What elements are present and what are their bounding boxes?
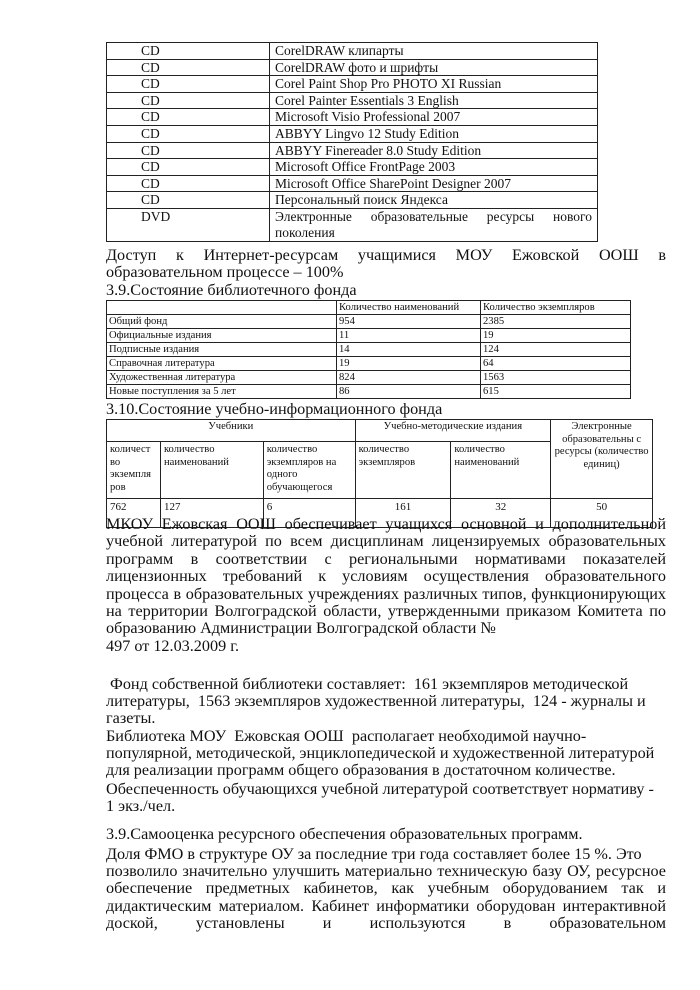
- table-row: [107, 371, 631, 385]
- media-cell: CD: [107, 159, 270, 176]
- internet-access-line2: образовательном процессе – 100%: [106, 263, 344, 281]
- media-cell: CD: [107, 109, 270, 126]
- media-cell: CD: [107, 125, 270, 142]
- titles-count-cell: 11: [337, 329, 481, 343]
- category-cell: Подписные издания: [107, 343, 337, 357]
- copies-count-cell: 615: [481, 385, 631, 399]
- media-cell: CD: [107, 59, 270, 76]
- paragraph-line: Доля ФМО в структуре ОУ за последние три года составляет более 15 %. Это: [106, 845, 642, 863]
- media-cell: CD: [107, 76, 270, 93]
- paragraph-line: газеты.: [106, 709, 156, 728]
- header-cell: Количество наименований: [337, 301, 481, 315]
- table-group-header-row: [107, 420, 653, 442]
- paragraph-supply: [106, 781, 666, 815]
- copies-count-cell: 19: [481, 329, 631, 343]
- media-cell: CD: [107, 92, 270, 109]
- table-row: [107, 357, 631, 371]
- table-row: [107, 208, 598, 241]
- title-cell: CorelDRAW клипарты: [270, 43, 598, 60]
- self-assessment-heading: 3.9.Самооценка ресурсного обеспечения образовательных программ.: [106, 825, 583, 843]
- table-row: [107, 175, 598, 192]
- table-row: [107, 109, 598, 126]
- group-header-textbooks: Учебники: [107, 420, 356, 442]
- table-row: [107, 142, 598, 159]
- table-row: [107, 329, 631, 343]
- media-cell: CD: [107, 43, 270, 60]
- sub-header-cell: количество наименований: [160, 442, 263, 499]
- sub-header-cell: количество экземпляров: [355, 442, 451, 499]
- study-fund-table: [106, 419, 653, 528]
- paragraph-line: Библиотека МОУ Ежовская ООШ располагает необходимой научно-: [106, 727, 587, 745]
- paragraph-fmo: [106, 846, 666, 932]
- value-cell: 161: [355, 499, 451, 528]
- title-line: поколения: [275, 224, 335, 240]
- sub-header-cell: количество экземпляров на одного обучающегося: [263, 442, 355, 499]
- title-line: Электронные образовательные ресурсы нового: [275, 208, 592, 224]
- paragraph-library-resources: [106, 728, 666, 780]
- media-cell: CD: [107, 175, 270, 192]
- sub-header-cell: количество наименований: [451, 442, 551, 499]
- table-row: [107, 59, 598, 76]
- software-table: [106, 42, 598, 242]
- paragraph-line: Обеспеченность обучающихся учебной литературой соответствует нормативу -: [106, 780, 654, 798]
- table-row: [107, 92, 598, 109]
- media-cell: CD: [107, 142, 270, 159]
- titles-count-cell: 14: [337, 343, 481, 357]
- title-cell: Microsoft Office FrontPage 2003: [270, 159, 598, 176]
- paragraph-line: 1 экз./чел.: [106, 797, 176, 816]
- category-cell: Официальные издания: [107, 329, 337, 343]
- table-row: [107, 125, 598, 142]
- paragraph-line: литературы, 1563 экземпляров художественной литературы, 124 - журналы и: [106, 692, 646, 711]
- sub-header-cell: количест во экземпля ров: [107, 442, 161, 499]
- table-row: [107, 43, 598, 60]
- paragraph-text: МКОУ Ежовская ООШ обеспечивает учащихся основной и дополнительной учебной литературой по всем дисциплинам лицензируемых образовательных программ в соответствии с региональными нормативами показателей лицензионных требований к условиям осуществления образовательного процесса в образовательных учреждениях различных типов, функционирующих на территории Волгоградской области, утвержденными приказом Комитета по образованию Администрации Волгоградской области №: [106, 515, 666, 638]
- group-header-methodical: Учебно-методические издания: [355, 420, 551, 442]
- header-cell: [107, 301, 337, 315]
- copies-count-cell: 124: [481, 343, 631, 357]
- title-cell: CorelDRAW фото и шрифты: [270, 59, 598, 76]
- title-cell: Corel Paint Shop Pro PHOTO XI Russian: [270, 76, 598, 93]
- value-cell: 6: [263, 499, 355, 528]
- title-cell: [270, 208, 598, 241]
- media-cell: DVD: [107, 208, 270, 241]
- library-heading: 3.9.Состояние библиотечного фонда: [106, 281, 357, 299]
- media-cell: CD: [107, 192, 270, 209]
- table-row: [107, 385, 631, 399]
- title-cell: Microsoft Visio Professional 2007: [270, 109, 598, 126]
- title-cell: Персональный поиск Яндекса: [270, 192, 598, 209]
- category-cell: Новые поступления за 5 лет: [107, 385, 337, 399]
- paragraph-library-fund: [106, 676, 666, 728]
- group-header-electronic: Электронные образовательны с ресурсы (количество единиц): [551, 420, 653, 499]
- copies-count-cell: 1563: [481, 371, 631, 385]
- titles-count-cell: 19: [337, 357, 481, 371]
- titles-count-cell: 86: [337, 385, 481, 399]
- paragraph-line: для реализации программ общего образования в достаточном количестве.: [106, 761, 616, 780]
- paragraph-line: популярной, методической, энциклопедической и художественной литературой: [106, 744, 655, 763]
- internet-access-line1: Доступ к Интернет-ресурсам учащимися МОУ Ежовской ООШ в: [106, 246, 666, 264]
- table-row: [107, 159, 598, 176]
- table-row: [107, 315, 631, 329]
- category-cell: Справочная литература: [107, 357, 337, 371]
- title-cell: ABBYY Finereader 8.0 Study Edition: [270, 142, 598, 159]
- category-cell: Художественная литература: [107, 371, 337, 385]
- title-cell: ABBYY Lingvo 12 Study Edition: [270, 125, 598, 142]
- table-header-row: [107, 301, 631, 315]
- value-cell: 762: [107, 499, 161, 528]
- paragraph-line: Фонд собственной библиотеки составляет: 161 экземпляров методической: [106, 675, 629, 693]
- value-cell: 32: [451, 499, 551, 528]
- table-row: [107, 192, 598, 209]
- library-table: [106, 300, 631, 399]
- table-row: [107, 76, 598, 93]
- titles-count-cell: 954: [337, 315, 481, 329]
- paragraph-text: 497 от 12.03.2009 г.: [106, 636, 240, 655]
- paragraph-text: позволило значительно улучшить материально техническую базу ОУ, ресурсное обеспечение предметных кабинетов, как учебным оборудованием так и дидактическим материалом. Кабинет информатики оборудован интерактивной доской, установлены и используются в образовательном: [106, 862, 666, 932]
- table-row: [107, 343, 631, 357]
- category-cell: Общий фонд: [107, 315, 337, 329]
- paragraph-provision: [106, 516, 666, 655]
- titles-count-cell: 824: [337, 371, 481, 385]
- title-cell: Microsoft Office SharePoint Designer 2007: [270, 175, 598, 192]
- title-cell: Corel Painter Essentials 3 English: [270, 92, 598, 109]
- value-cell: 127: [160, 499, 263, 528]
- copies-count-cell: 64: [481, 357, 631, 371]
- copies-count-cell: 2385: [481, 315, 631, 329]
- value-cell: 50: [551, 499, 653, 528]
- fund-heading: 3.10.Состояние учебно-информационного фонда: [106, 400, 443, 418]
- header-cell: Количество экземпляров: [481, 301, 631, 315]
